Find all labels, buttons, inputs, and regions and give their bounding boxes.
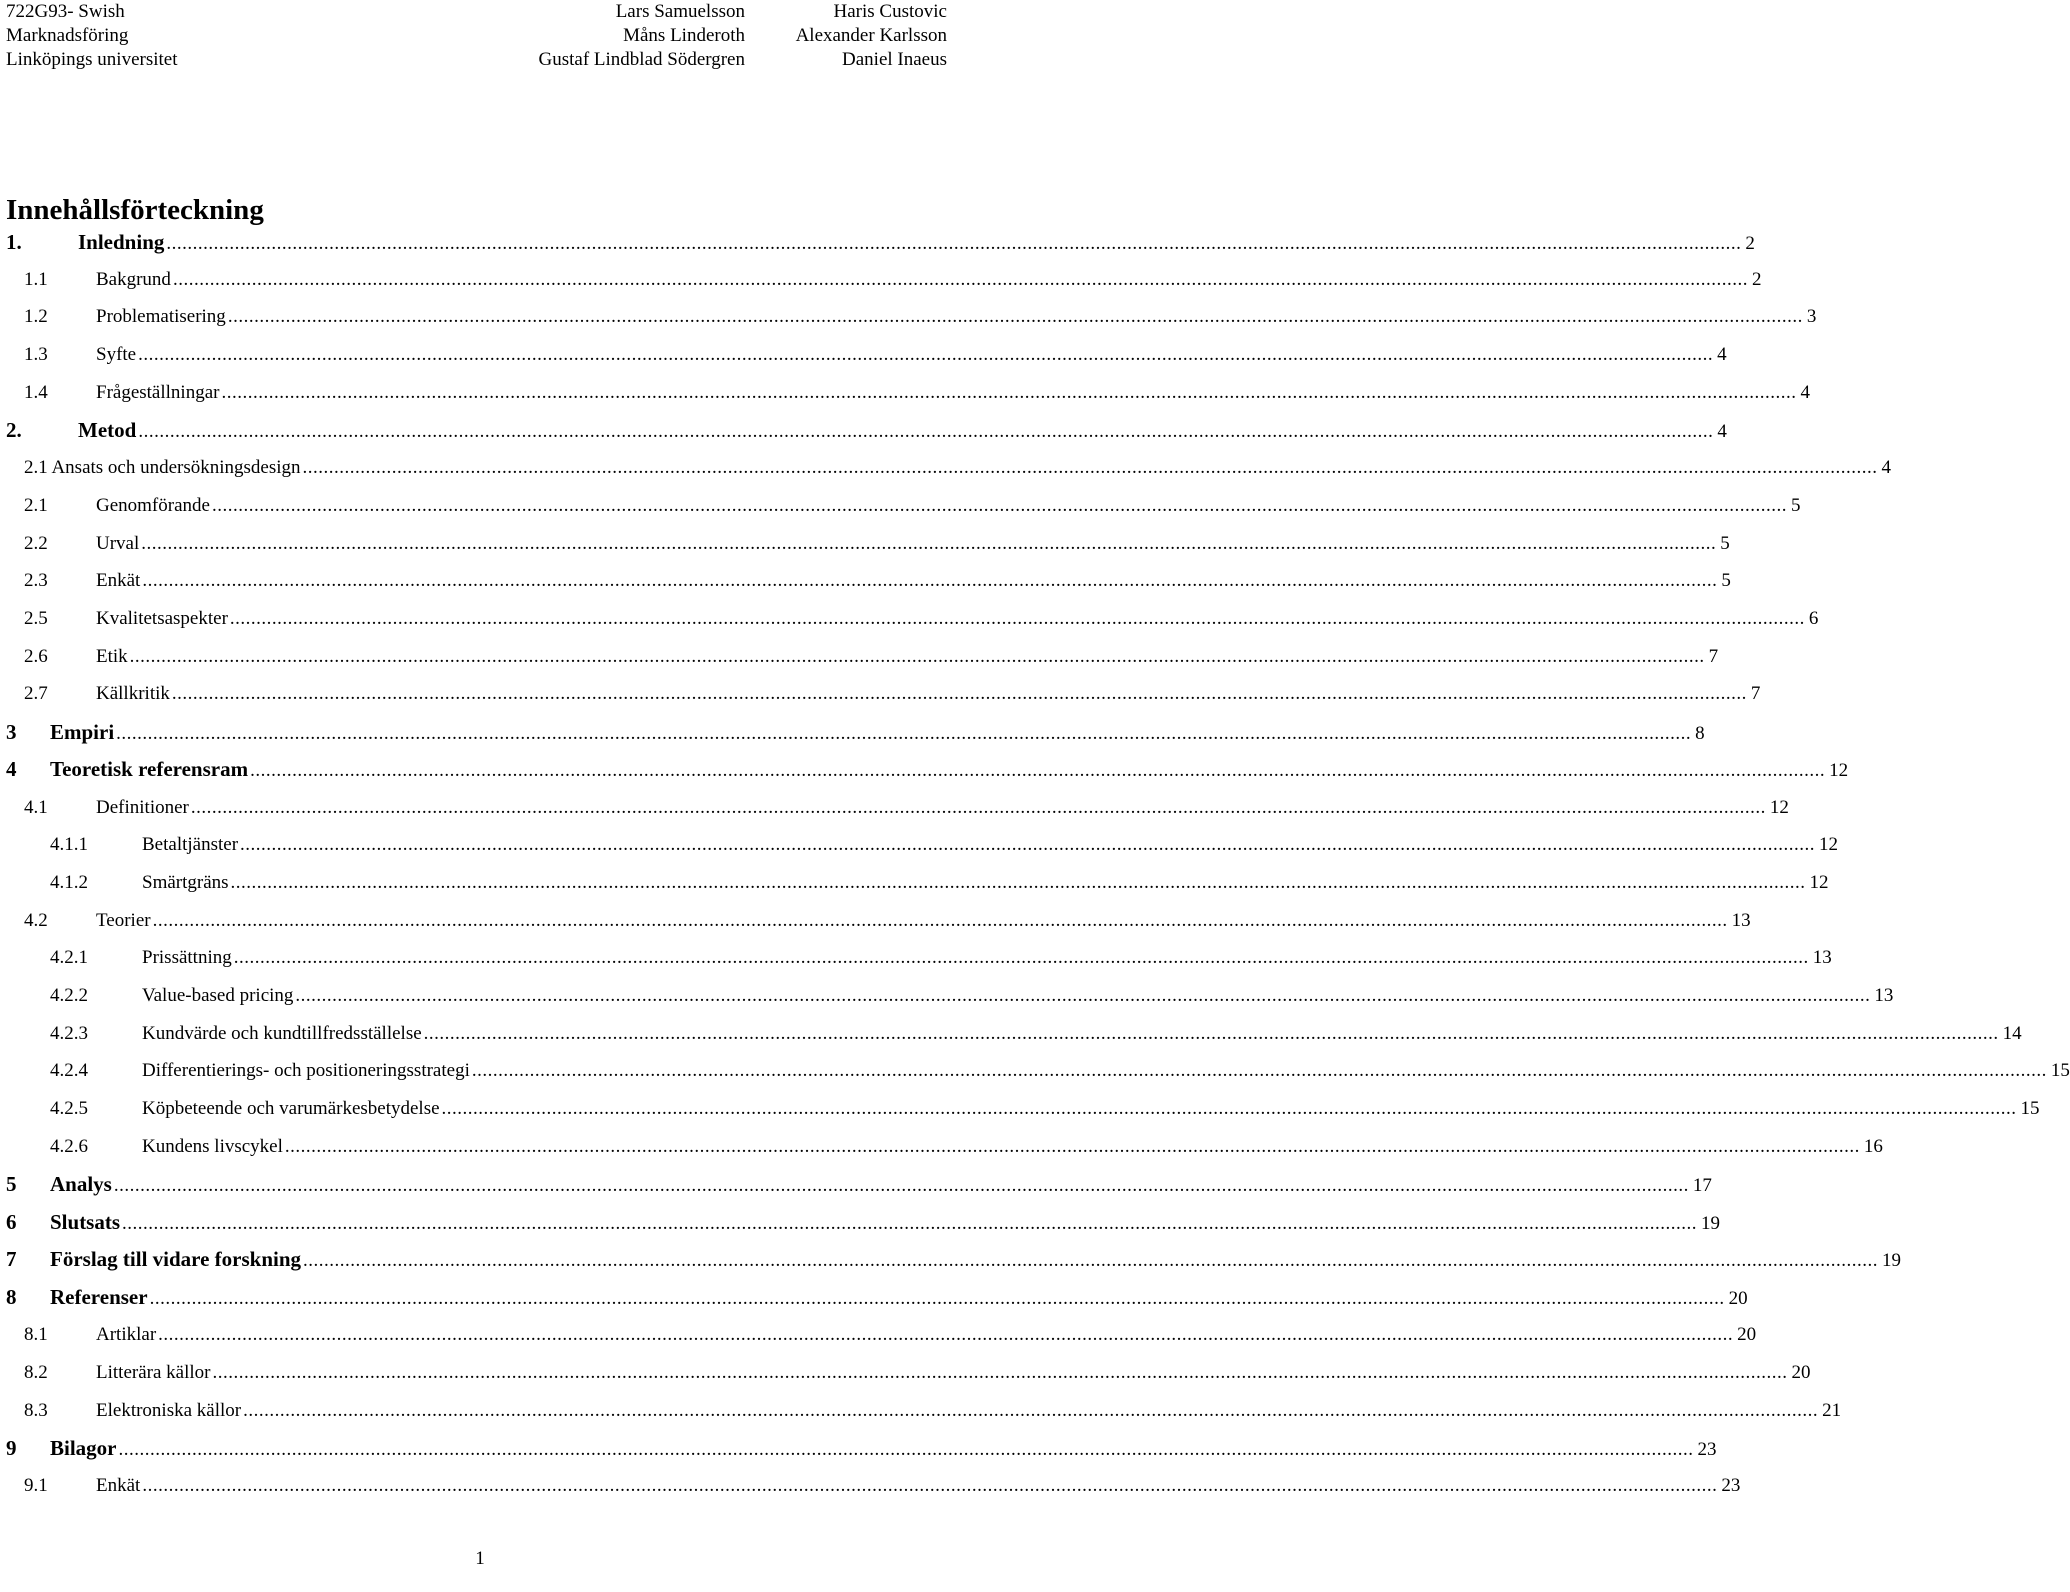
toc-leader-dots: ............................................................................................................................................................................................................................................................................................................ <box>233 947 1809 969</box>
toc-leader-dots: ............................................................................................................................................................................................................................................................................................................ <box>303 1250 1879 1272</box>
toc-entry-number: 8 <box>6 1285 17 1310</box>
toc-entry-label: Kundvärde och kundtillfredsställelse <box>142 1022 422 1044</box>
toc-entry-line <box>50 1285 1748 1310</box>
toc-entry[interactable] <box>0 301 1817 333</box>
toc-entry-label: Betaltjänster <box>142 834 239 856</box>
toc-entry[interactable] <box>0 1131 1883 1163</box>
toc-leader-dots: ............................................................................................................................................................................................................................................................................................................ <box>166 232 1742 254</box>
toc-entry-page: 12 <box>1809 871 1829 893</box>
toc-entry-page: 8 <box>1695 722 1705 744</box>
toc-entry-line <box>50 1209 1721 1235</box>
toc-leader-dots: ............................................................................................................................................................................................................................................................................................................ <box>118 1438 1694 1460</box>
toc-entry[interactable] <box>0 339 1727 371</box>
toc-entry[interactable] <box>0 1470 1741 1502</box>
toc-entry-line <box>50 757 1849 782</box>
header-authors-column-2 <box>796 0 947 72</box>
toc-entry-page: 20 <box>1791 1362 1811 1383</box>
toc-entry[interactable] <box>0 754 1849 786</box>
toc-entry-line <box>142 1060 2070 1082</box>
toc-entry-page: 15 <box>2020 1098 2040 1120</box>
toc-entry[interactable] <box>0 1169 1712 1201</box>
toc-entry[interactable] <box>0 1055 2070 1087</box>
toc-entry-page: 23 <box>1697 1438 1717 1460</box>
header-university: Linköpings universitet <box>6 49 178 70</box>
toc-leader-dots: ............................................................................................................................................................................................................................................................................................................ <box>116 722 1692 744</box>
toc-leader-dots: ............................................................................................................................................................................................................................................................................................................ <box>221 381 1797 403</box>
toc-entry-label: Artiklar <box>96 1324 157 1346</box>
toc-entry-label: Genomförande <box>96 494 210 516</box>
toc-entry[interactable] <box>0 641 1719 673</box>
toc-entry-line <box>96 1324 1757 1346</box>
toc-entry-page: 14 <box>2002 1022 2022 1044</box>
toc-leader-dots: ............................................................................................................................................................................................................................................................................................................ <box>284 1135 1860 1157</box>
toc-entry-page: 4 <box>1881 457 1892 479</box>
toc-entry-line <box>96 344 1727 366</box>
toc-entry[interactable] <box>0 1244 1902 1276</box>
page-header <box>0 0 960 80</box>
toc-entry-label: Definitioner <box>96 796 189 818</box>
toc-entry-label: Syfte <box>96 344 137 366</box>
toc-entry-number: 1.1 <box>24 268 48 290</box>
toc-entry[interactable] <box>0 905 1751 937</box>
toc-entry-label: Empiri <box>50 719 115 744</box>
toc-entry[interactable] <box>0 1432 1717 1464</box>
toc-entry-number: 2.2 <box>24 532 48 554</box>
toc-entry-page: 2 <box>1745 232 1755 254</box>
toc-entry-number: 5 <box>6 1172 17 1196</box>
toc-entry-number: 1.2 <box>24 306 48 328</box>
toc-entry[interactable] <box>0 980 1894 1012</box>
toc-entry-label: Köpbeteende och varumärkesbetydelse <box>142 1098 440 1120</box>
toc-entry-page: 13 <box>1874 985 1894 1006</box>
toc-leader-dots: ............................................................................................................................................................................................................................................................................................................ <box>152 909 1728 931</box>
toc-entry-page: 21 <box>1822 1399 1842 1421</box>
toc-entry-label: Frågeställningar <box>96 381 220 403</box>
toc-entry-number: 8.1 <box>24 1324 48 1346</box>
toc-entry[interactable] <box>0 1206 1721 1238</box>
toc-leader-dots: ............................................................................................................................................................................................................................................................................................................ <box>142 570 1718 592</box>
toc-leader-dots: ............................................................................................................................................................................................................................................................................................................ <box>230 871 1806 893</box>
toc-entry-line <box>78 418 1727 443</box>
toc-entry-label: Källkritik <box>96 683 170 705</box>
toc-entry-number: 2.7 <box>24 683 48 705</box>
header-subject: Marknadsföring <box>6 25 129 46</box>
toc-entry-label: Enkät <box>96 570 141 592</box>
toc-entry-number: 4.2.1 <box>50 947 88 969</box>
toc-entry-label: Teorier <box>96 909 151 931</box>
header-author: Lars Samuelsson <box>615 1 745 22</box>
toc-entry[interactable] <box>0 415 1727 447</box>
toc-entry-line <box>96 909 1751 932</box>
toc-entry-label: Bakgrund <box>96 268 171 290</box>
toc-entry-line <box>142 1135 1883 1158</box>
toc-leader-dots: ............................................................................................................................................................................................................................................................................................................ <box>212 1362 1788 1383</box>
toc-entry-line <box>96 1399 1842 1422</box>
toc-entry[interactable] <box>0 452 1892 484</box>
toc-entry-page: 7 <box>1750 683 1761 705</box>
header-course-info <box>6 0 178 72</box>
toc-entry-number: 4.2.3 <box>50 1022 88 1044</box>
toc-entry-line <box>142 834 1839 856</box>
toc-entry-line <box>96 683 1761 705</box>
toc-entry-number: 4 <box>6 757 17 782</box>
toc-leader-dots: ............................................................................................................................................................................................................................................................................................................ <box>138 344 1714 366</box>
toc-entry-number: 2.3 <box>24 570 48 592</box>
header-author: Daniel Inaeus <box>842 49 947 70</box>
toc-leader-dots: ............................................................................................................................................................................................................................................................................................................ <box>243 1399 1819 1421</box>
toc-entry-page: 13 <box>1812 947 1832 969</box>
header-author: Måns Linderoth <box>623 25 745 46</box>
toc-entry-line <box>50 719 1705 745</box>
toc-entry-number: 7 <box>6 1247 17 1272</box>
toc-leader-dots: ............................................................................................................................................................................................................................................................................................................ <box>423 1022 1999 1044</box>
toc-entry-number: 6 <box>6 1209 17 1234</box>
toc-leader-dots: ............................................................................................................................................................................................................................................................................................................ <box>295 985 1871 1006</box>
toc-entry-page: 17 <box>1692 1175 1712 1196</box>
toc-entry-label: Analys <box>50 1172 112 1196</box>
toc-entry[interactable] <box>0 1357 1811 1389</box>
toc-entry-label: Problematisering <box>96 306 226 328</box>
toc-entry-page: 2 <box>1751 268 1762 290</box>
toc-leader-dots: ............................................................................................................................................................................................................................................................................................................ <box>250 760 1826 782</box>
toc-entry-label: Bilagor <box>50 1435 117 1460</box>
toc-entry[interactable] <box>0 264 1762 296</box>
toc-entry-page: 12 <box>1829 760 1849 782</box>
toc-entry-page: 4 <box>1800 381 1810 403</box>
toc-title: Innehållsförteckning <box>6 194 264 226</box>
toc-leader-dots: ............................................................................................................................................................................................................................................................................................................ <box>141 532 1717 554</box>
toc-leader-dots: ............................................................................................................................................................................................................................................................................................................ <box>158 1324 1734 1346</box>
toc-entry-line <box>96 570 1731 592</box>
toc-entry-number: 4.2.5 <box>50 1098 88 1120</box>
toc-entry-page: 19 <box>1701 1212 1721 1234</box>
toc-entry-line <box>50 1435 1717 1461</box>
toc-entry[interactable] <box>0 1395 1842 1427</box>
toc-leader-dots: ............................................................................................................................................................................................................................................................................................................ <box>190 796 1766 818</box>
toc-entry[interactable] <box>0 792 1789 824</box>
toc-entry-page: 6 <box>1808 608 1819 629</box>
toc-entry-number: 4.2 <box>24 909 48 931</box>
toc-entry-line <box>96 1362 1811 1384</box>
toc-entry-label: Kvalitetsaspekter <box>96 608 228 629</box>
toc-entry-number: 9 <box>6 1435 17 1460</box>
toc-entry-page: 4 <box>1717 344 1727 366</box>
toc-entry-page: 13 <box>1731 909 1751 931</box>
toc-entry[interactable] <box>0 226 1755 258</box>
toc-entry-line <box>96 306 1817 328</box>
page-number: 1 <box>475 1548 485 1569</box>
toc-entry-page: 5 <box>1790 494 1801 516</box>
header-authors-column-1 <box>539 0 746 72</box>
toc-entry-page: 15 <box>2050 1060 2070 1082</box>
toc-entry-line <box>96 645 1719 668</box>
toc-entry-line <box>96 532 1730 555</box>
toc-entry-number: 1. <box>6 229 22 254</box>
toc-entry-label: Differentierings- och positioneringsstrategi <box>142 1060 470 1082</box>
toc-entry-number: 4.1.2 <box>50 871 88 893</box>
toc-entry-line <box>96 796 1789 819</box>
toc-entry-line <box>96 381 1810 404</box>
toc-entry-number: 2.5 <box>24 608 48 629</box>
toc-entry[interactable] <box>0 829 1839 861</box>
toc-entry-number: 9.1 <box>24 1475 48 1497</box>
toc-entry-page: 16 <box>1863 1135 1883 1157</box>
toc-entry[interactable] <box>0 528 1730 560</box>
toc-entry[interactable] <box>0 678 1761 710</box>
toc-entry-line <box>96 494 1801 517</box>
toc-entry-label: Litterära källor <box>96 1362 211 1383</box>
toc-entry[interactable] <box>0 1018 2022 1050</box>
header-author: Gustaf Lindblad Södergren <box>538 49 745 70</box>
toc-leader-dots: ............................................................................................................................................................................................................................................................................................................ <box>142 1475 1718 1497</box>
toc-entry-label: Prissättning <box>142 947 232 969</box>
toc-entry-label: Inledning <box>78 229 165 254</box>
toc-entry-line <box>24 457 1892 479</box>
toc-leader-dots: ............................................................................................................................................................................................................................................................................................................ <box>240 834 1816 856</box>
toc-entry-line <box>142 985 1894 1007</box>
toc-entry-label: Urval <box>96 532 140 554</box>
toc-entry-line <box>142 1098 2040 1120</box>
toc-entry-number: 4.2.4 <box>50 1060 88 1082</box>
toc-leader-dots: ............................................................................................................................................................................................................................................................................................................ <box>302 457 1878 479</box>
header-author: Alexander Karlsson <box>795 25 947 46</box>
toc-entry-page: 5 <box>1720 532 1730 554</box>
toc-leader-dots: ............................................................................................................................................................................................................................................................................................................ <box>113 1175 1689 1196</box>
toc-entry-page: 23 <box>1721 1475 1741 1497</box>
toc-entry-page: 3 <box>1806 306 1817 328</box>
toc-entry-page: 20 <box>1737 1324 1757 1346</box>
toc-entry-number: 2.1 <box>24 494 48 516</box>
toc-entry[interactable] <box>0 1282 1748 1314</box>
header-course-code: 722G93- Swish <box>6 1 125 22</box>
toc-entry-number: 4.2.2 <box>50 985 88 1006</box>
toc-entry-number: 1.4 <box>24 381 48 403</box>
header-author: Haris Custovic <box>833 1 947 22</box>
toc-entry[interactable] <box>0 377 1810 409</box>
toc-entry-line <box>142 947 1832 969</box>
toc-entry-page: 12 <box>1819 834 1839 856</box>
toc-entry[interactable] <box>0 1319 1757 1351</box>
toc-entry-line <box>50 1172 1712 1197</box>
toc-entry-label: Teoretisk referensram <box>50 757 249 782</box>
toc-leader-dots: ............................................................................................................................................................................................................................................................................................................ <box>172 268 1748 290</box>
toc-entry-label: Elektroniska källor <box>96 1399 242 1421</box>
toc-entry-label: Metod <box>78 418 137 442</box>
toc-entry-line <box>142 1022 2022 1045</box>
toc-entry-number: 8.2 <box>24 1362 48 1383</box>
toc-entry-number: 4.1 <box>24 796 48 818</box>
toc-entry-page: 19 <box>1882 1250 1902 1272</box>
toc-entry-label: Enkät <box>96 1475 141 1497</box>
toc-entry-number: 2.6 <box>24 645 48 667</box>
toc-entry[interactable] <box>0 565 1731 597</box>
toc-entry-number: 4.1.1 <box>50 834 88 856</box>
toc-entry-page: 7 <box>1708 645 1719 667</box>
toc-entry-line <box>50 1247 1902 1272</box>
toc-entry-page: 20 <box>1728 1288 1748 1310</box>
toc-entry-label: Referenser <box>50 1285 148 1310</box>
toc-entry-line <box>142 871 1829 894</box>
toc-entry-number: 3 <box>6 719 17 744</box>
toc-entry-number: 2. <box>6 418 22 442</box>
toc-leader-dots: ............................................................................................................................................................................................................................................................................................................ <box>171 683 1747 705</box>
toc-entry[interactable] <box>0 490 1801 522</box>
toc-entry-label: Kundens livscykel <box>142 1135 283 1157</box>
toc-entry[interactable] <box>0 867 1829 899</box>
toc-leader-dots: ............................................................................................................................................................................................................................................................................................................ <box>227 306 1803 328</box>
toc-entry-label: Slutsats <box>50 1209 121 1234</box>
toc-entry-label: Value-based pricing <box>142 985 294 1006</box>
toc-entry-number: 4.2.6 <box>50 1135 88 1157</box>
toc-leader-dots: ............................................................................................................................................................................................................................................................................................................ <box>441 1098 2017 1120</box>
toc-entry-line <box>96 268 1762 291</box>
toc-entry-label: Förslag till vidare forskning <box>50 1247 302 1272</box>
toc-entry-number: 1.3 <box>24 344 48 366</box>
toc-leader-dots: ............................................................................................................................................................................................................................................................................................................ <box>211 494 1787 516</box>
toc-leader-dots: ............................................................................................................................................................................................................................................................................................................ <box>138 421 1714 442</box>
toc-entry-number: 8.3 <box>24 1399 48 1421</box>
toc-leader-dots: ............................................................................................................................................................................................................................................................................................................ <box>129 645 1705 667</box>
toc-entry-line <box>78 229 1755 255</box>
toc-entry-page: 12 <box>1769 796 1789 818</box>
toc-entry-label: 2.1 Ansats och undersökningsdesign <box>24 457 301 479</box>
toc-entry[interactable] <box>0 603 1819 635</box>
toc-leader-dots: ............................................................................................................................................................................................................................................................................................................ <box>149 1288 1725 1310</box>
toc-entry-label: Etik <box>96 645 128 667</box>
toc-leader-dots: ............................................................................................................................................................................................................................................................................................................ <box>122 1212 1698 1234</box>
toc-leader-dots: ............................................................................................................................................................................................................................................................................................................ <box>471 1060 2047 1082</box>
toc-leader-dots: ............................................................................................................................................................................................................................................................................................................ <box>229 608 1805 629</box>
toc-entry-line <box>96 608 1819 630</box>
toc-entry[interactable] <box>0 1093 2040 1125</box>
toc-entry[interactable] <box>0 942 1832 974</box>
toc-entry-line <box>96 1475 1741 1497</box>
toc-entry[interactable] <box>0 716 1705 748</box>
toc-entry-page: 4 <box>1717 421 1727 442</box>
toc-entry-page: 5 <box>1721 570 1731 592</box>
toc-entry-label: Smärtgräns <box>142 871 229 893</box>
